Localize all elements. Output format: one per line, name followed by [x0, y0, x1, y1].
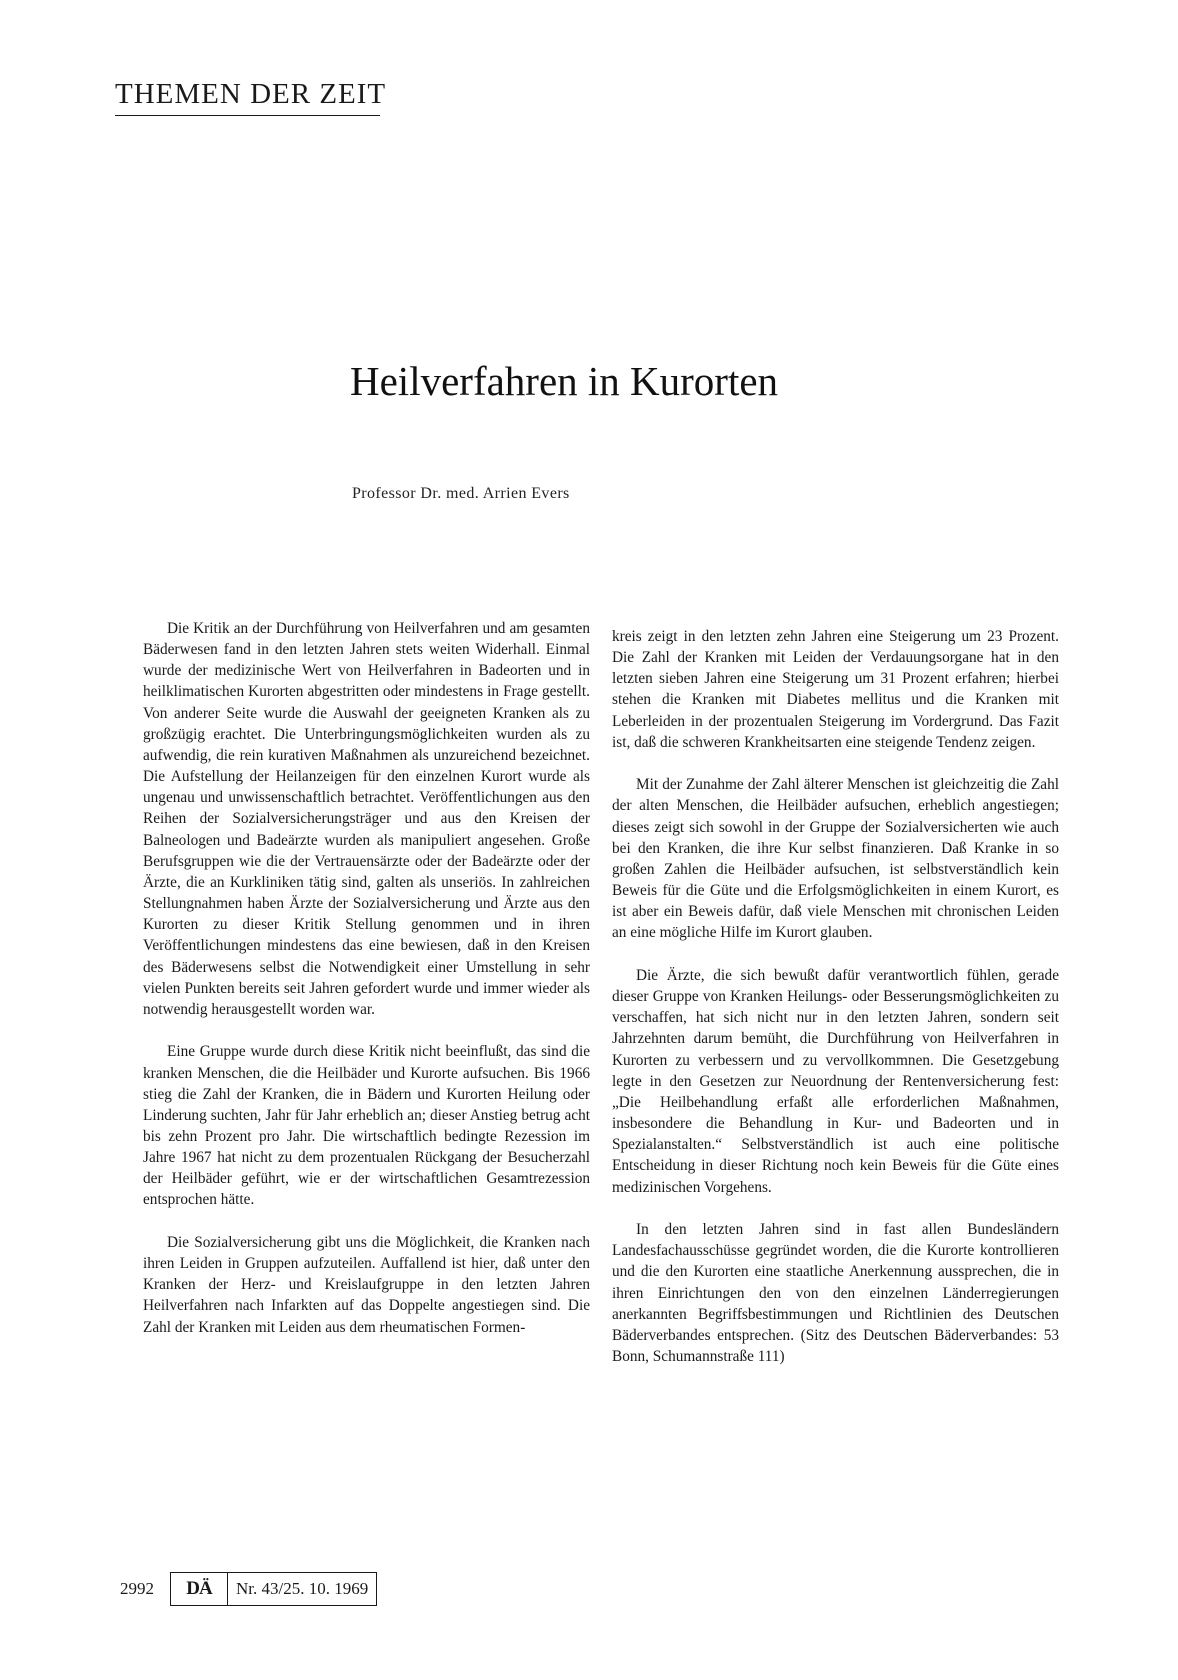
section-rule — [115, 115, 380, 116]
paragraph: In den letzten Jahren sind in fast allen Bundesländern Landesfachausschüsse gegründet worden, die die Kurorte kontrollieren und die den Kurorten eine staatliche Anerkennung aussprechen, die in ihren Einrichtungen den von den einzelnen Länderregierungen anerkannten Begriffsbestimmungen und Richtlinien des Deutschen Bäderverbandes entsprechen. (Sitz des Deutschen Bäderverbandes: 53 Bonn, Schumannstraße 111) — [612, 1221, 1059, 1366]
paragraph: Die Kritik an der Durchführung von Heilverfahren und am gesamten Bäderwesen fand in den letzten Jahren stets weiten Widerhall. Einmal wurde der medizinische Wert von Heilverfahren in Badeorten und in heilklimatischen Kurorten abgestritten oder mindestens in Frage gestellt. Von anderer Seite wurde die Auswahl der geeigneten Kranken als zu großzügig erachtet. Die Unterbringungsmöglichkeiten wurden als zu aufwendig, die rein kurativen Maßnahmen als unzureichend bezeichnet. Die Aufstellung der Heilanzeigen für den einzelnen Kurort wurde als ungenau und unwissenschaftlich betrachtet. Veröffentlichungen aus den Reihen der Sozialversicherungsträger und aus den Kreisen der Balneologen und Badeärzte wurden als manipuliert angesehen. Große Berufsgruppen wie die der Vertrauensärzte oder der Badeärzte oder der Ärzte, die an Kurkliniken tätig sind, galten als unseriös. In zahlreichen Stellungnahmen haben Ärzte der Sozialversicherung und Ärzte aus den Kurorten zu dieser Kritik Stellung genommen und in ihren Veröffentlichungen mindestens das eine bewiesen, daß in den Kreisen des Bäderwesens selbst die Notwendigkeit einer Umstellung in sehr vielen Punkten bereits seit Jahren gefordert wurde und immer wieder als notwendig herausgestellt worden war. — [143, 620, 590, 1018]
right-column — [612, 626, 1059, 1389]
page-footer — [120, 1572, 377, 1606]
article-author: Professor Dr. med. Arrien Evers — [352, 485, 570, 502]
paragraph: Die Ärzte, die sich bewußt dafür verantwortlich fühlen, gerade dieser Gruppe von Kranken Heilungs- oder Besserungsmöglichkeiten zu verschaffen, hat sich nicht nur in den letzten Jahren, sondern seit Jahrzehnten darum bemüht, die Durchführung von Heilverfahren in Kurorten zu verbessern und zu vervollkommnen. Die Gesetzgebung legte in den Gesetzen zur Neuordnung der Rentenversicherung fest: „Die Heilbehandlung erfaßt alle erforderlichen Maßnahmen, insbesondere die Behandlung in Kur- und Badeorten und in Spezialanstalten.“ Selbstverständlich ist auch eine politische Entscheidung in dieser Richtung noch kein Beweis für die Güte eines medizinischen Vorgehens. — [612, 966, 1059, 1196]
paragraph: Die Sozialversicherung gibt uns die Möglichkeit, die Kranken nach ihren Leiden in Gruppen aufzuteilen. Auffallend ist hier, daß unter den Kranken der Herz- und Kreislaufgruppe in den letzten Jahren Heilverfahren nach Infarkten auf das Doppelte angestiegen sind. Die Zahl der Kranken mit Leiden aus dem rheumatischen Formen- — [143, 1234, 590, 1336]
paragraph-continued: kreis zeigt in den letzten zehn Jahren eine Steigerung um 23 Prozent. Die Zahl der Kranken mit Leiden der Verdauungsorgane hat in den letzten sieben Jahren eine Steigerung um 31 Prozent erfahren; hierbei stehen die Kranken mit Diabetes mellitus und die Kranken mit Leberleiden in der prozentualen Steigerung im Vordergrund. Das Fazit ist, daß die schweren Krankheitsarten eine steigende Tendenz zeigen. — [612, 628, 1059, 751]
section-label: THEMEN DER ZEIT — [115, 78, 387, 110]
paragraph: Mit der Zunahme der Zahl älterer Menschen ist gleichzeitig die Zahl der alten Menschen, die Heilbäder aufsuchen, erheblich angestiegen; dieses zeigt sich sowohl in der Gruppe der Sozialversicherten wie auch bei den Kranken, die ihre Kur selbst finanzieren. Daß Kranke in so großen Zahlen die Heilbäder aufsuchen, ist selbstverständlich kein Beweis für die Güte und die Erfolgsmöglichkeiten in einem Kurort, es ist aber ein Beweis dafür, daß viele Menschen mit chronischen Leiden an eine mögliche Hilfe im Kurort glauben. — [612, 776, 1059, 942]
paragraph: Eine Gruppe wurde durch diese Kritik nicht beeinflußt, das sind die kranken Menschen, die die Heilbäder und Kurorte aufsuchen. Bis 1966 stieg die Zahl der Kranken, die in Bädern und Kurorten Heilung oder Linderung suchten, Jahr für Jahr erheblich an; dieser Anstieg betrug acht bis zehn Prozent pro Jahr. Die wirtschaftlich bedingte Rezession im Jahre 1967 hat nicht zu dem prozentualen Rückgang der Besucherzahl der Heilbäder geführt, wie er der wirtschaftlichen Gesamtrezession entsprochen hätte. — [143, 1043, 590, 1209]
article-title: Heilverfahren in Kurorten — [350, 358, 779, 404]
journal-issue-box — [170, 1572, 377, 1606]
issue-number: Nr. 43/25. 10. 1969 — [236, 1579, 369, 1598]
journal-logo: DÄ — [171, 1573, 228, 1605]
left-column — [143, 618, 590, 1359]
page-number: 2992 — [120, 1579, 154, 1598]
